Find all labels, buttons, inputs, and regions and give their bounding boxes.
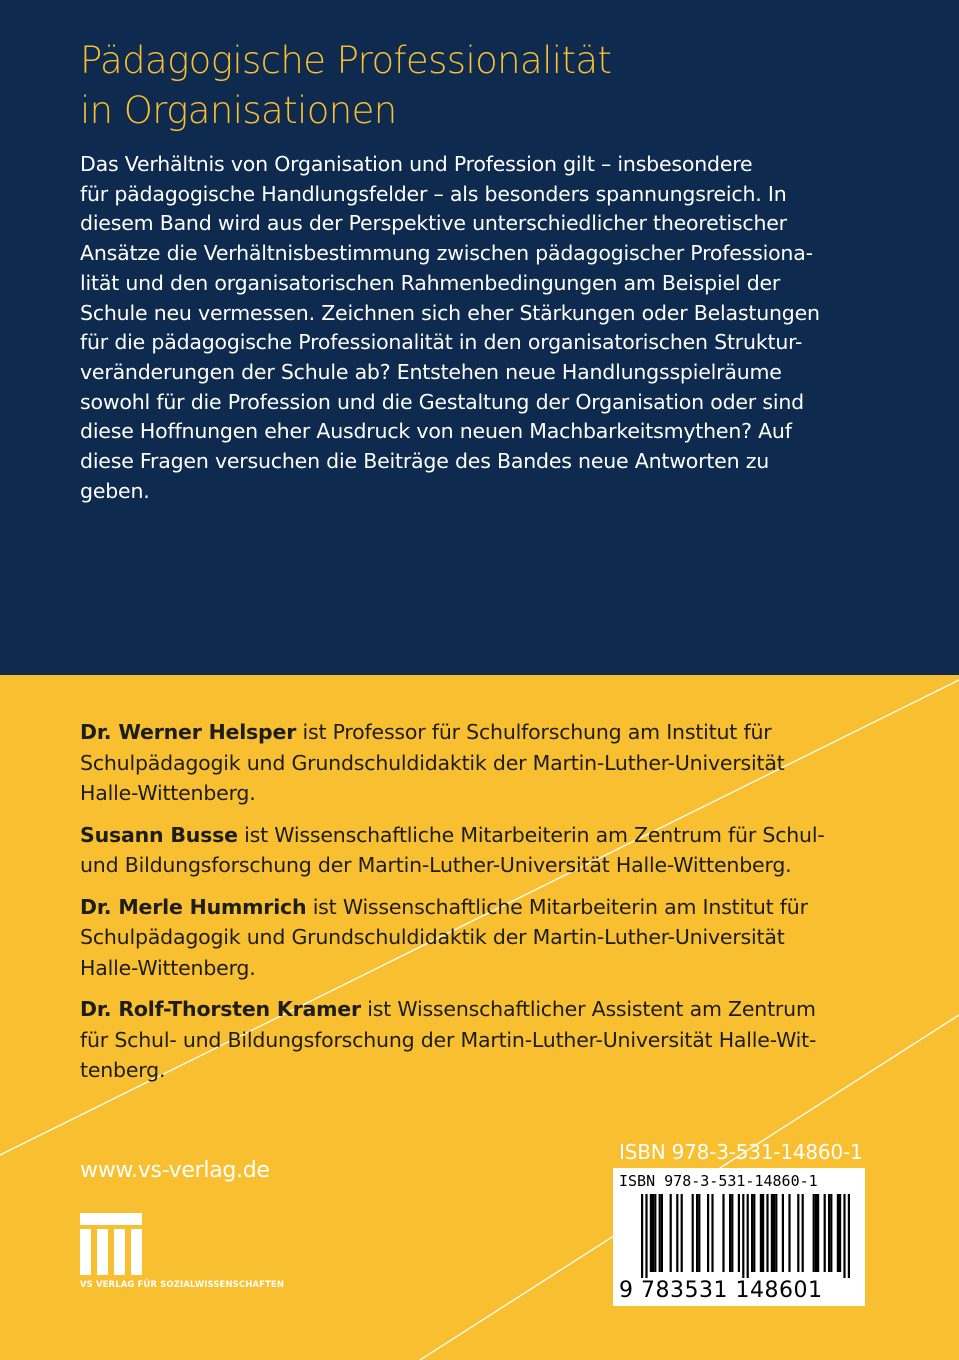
barcode-bar (843, 1194, 845, 1278)
author-bio-line: Halle-Wittenberg. (80, 781, 256, 805)
title-line: Pädagogische Professionalität (80, 39, 612, 82)
blurb-line: veränderungen der Schule ab? Entstehen neue Handlungsspielräume (80, 359, 782, 384)
barcode-bar (676, 1194, 678, 1272)
barcode-bar (711, 1194, 713, 1272)
barcode-bar (698, 1194, 700, 1272)
barcode-bar (747, 1194, 749, 1278)
barcode-bar (661, 1194, 663, 1272)
barcode-bar (681, 1194, 683, 1272)
barcode-bar (641, 1194, 643, 1278)
barcode-bar (751, 1194, 753, 1272)
author-bio-line: tenberg. (80, 1058, 166, 1082)
author-bio (80, 892, 880, 984)
title-line: in Organisationen (80, 89, 397, 132)
barcode-bar (722, 1194, 724, 1272)
barcode-bar (815, 1194, 817, 1272)
barcode-bar (652, 1194, 654, 1272)
barcode-bar (797, 1194, 799, 1272)
author-bio (80, 820, 880, 881)
book-title (80, 36, 880, 136)
barcode-bar (766, 1194, 768, 1272)
barcode-digits: 9 783531 148601 (619, 1278, 823, 1303)
barcode-bar (762, 1194, 764, 1272)
author-bio-text: ist Professor für Schulforschung am Institut für (296, 720, 772, 744)
author-name: Dr. Werner Helsper (80, 720, 297, 744)
author-bio-line: Schulpädagogik und Grundschuldidaktik der Martin-Luther-Universität (80, 925, 785, 949)
publisher-url[interactable]: www.vs-verlag.de (80, 1158, 270, 1183)
barcode-bar (731, 1194, 733, 1272)
author-name: Dr. Merle Hummrich (80, 894, 307, 919)
barcode-bar (782, 1194, 784, 1272)
author-bio-line: Halle-Wittenberg. (80, 955, 256, 980)
barcode-bar (775, 1194, 777, 1272)
author-name: Dr. Rolf-Thorsten Kramer (80, 997, 361, 1021)
blurb-line: sowohl für die Profession und die Gestaltung der Organisation oder sind (80, 389, 804, 414)
barcode-bar (707, 1194, 709, 1272)
barcode-bar (760, 1194, 762, 1272)
blurb-line: diesem Band wird aus der Perspektive unterschiedlicher theoretischer (80, 211, 787, 236)
author-name: Susann Busse (80, 822, 238, 847)
barcode-bar (839, 1194, 841, 1272)
author-bio-text: ist Wissenschaftlicher Assistent am Zentrum (360, 997, 816, 1021)
author-bio (80, 717, 880, 809)
blurb-line: geben. (80, 478, 150, 503)
blurb-line: diese Fragen versuchen die Beiträge des Bandes neue Antworten zu (80, 449, 770, 474)
barcode-bar (848, 1194, 850, 1278)
barcode-bar (828, 1194, 830, 1272)
top-panel (0, 0, 959, 675)
barcode-bar (788, 1194, 790, 1272)
barcode-bar (670, 1194, 672, 1272)
barcode-bar (824, 1194, 826, 1272)
barcode-bar (650, 1194, 652, 1272)
blurb-line: Das Verhältnis von Organisation und Profession gilt – insbesondere (80, 152, 753, 176)
barcode-bar (692, 1194, 694, 1272)
barcode-bar (802, 1194, 804, 1272)
author-bio-text: ist Wissenschaftliche Mitarbeiterin am Zentrum für Schul- (237, 822, 825, 847)
barcode-bar (817, 1194, 819, 1272)
barcode-bar (813, 1194, 815, 1272)
barcode-bar (696, 1194, 698, 1272)
book-description (80, 150, 880, 506)
author-bio-text: ist Wissenschaftliche Mitarbeiterin am Institut für (306, 894, 808, 919)
barcode-isbn-text: ISBN 978-3-531-14860-1 (619, 1172, 818, 1190)
blurb-line: lität und den organisatorischen Rahmenbedingungen am Beispiel der (80, 270, 781, 295)
barcode (613, 1168, 865, 1306)
barcode-bar (753, 1194, 755, 1272)
barcode-bars (619, 1194, 859, 1278)
barcode-bar (773, 1194, 775, 1272)
barcode-bar (771, 1194, 773, 1272)
publisher-name: VS VERLAG FÜR SOZIALWISSENSCHAFTEN (80, 1280, 285, 1290)
author-bio-line: und Bildungsforschung der Martin-Luther-Universität Halle-Wittenberg. (80, 853, 792, 877)
blurb-line: diese Hoffnungen eher Ausdruck von neuen Machbarkeitsmythen? Auf (80, 419, 792, 444)
barcode-bar (830, 1194, 832, 1272)
barcode-bar (729, 1194, 731, 1272)
barcode-bar (645, 1194, 647, 1278)
author-bio-line: für Schul- und Bildungsforschung der Martin-Luther-Universität Halle-Wit- (80, 1027, 817, 1052)
blurb-line: für die pädagogische Professionalität in den organisatorischen Struktur- (80, 330, 803, 355)
barcode-bar (837, 1194, 839, 1272)
author-bio (80, 994, 880, 1086)
barcode-bar (738, 1194, 740, 1272)
barcode-bar (742, 1194, 744, 1278)
blurb-line: Schule neu vermessen. Zeichnen sich eher Stärkungen oder Belastungen (80, 300, 820, 325)
author-bios (80, 717, 880, 1097)
isbn-label: ISBN 978-3-531-14860-1 (619, 1140, 863, 1164)
barcode-bar (659, 1194, 661, 1272)
author-bio-line: Schulpädagogik und Grundschuldidaktik der Martin-Luther-Universität (80, 750, 785, 775)
blurb-line: für pädagogische Handlungsfelder – als besonders spannungsreich. In (80, 181, 787, 206)
blurb-line: Ansätze die Verhältnisbestimmung zwischen pädagogischer Professiona- (80, 241, 813, 266)
barcode-bar (654, 1194, 656, 1272)
publisher-logo-icon (80, 1213, 142, 1275)
